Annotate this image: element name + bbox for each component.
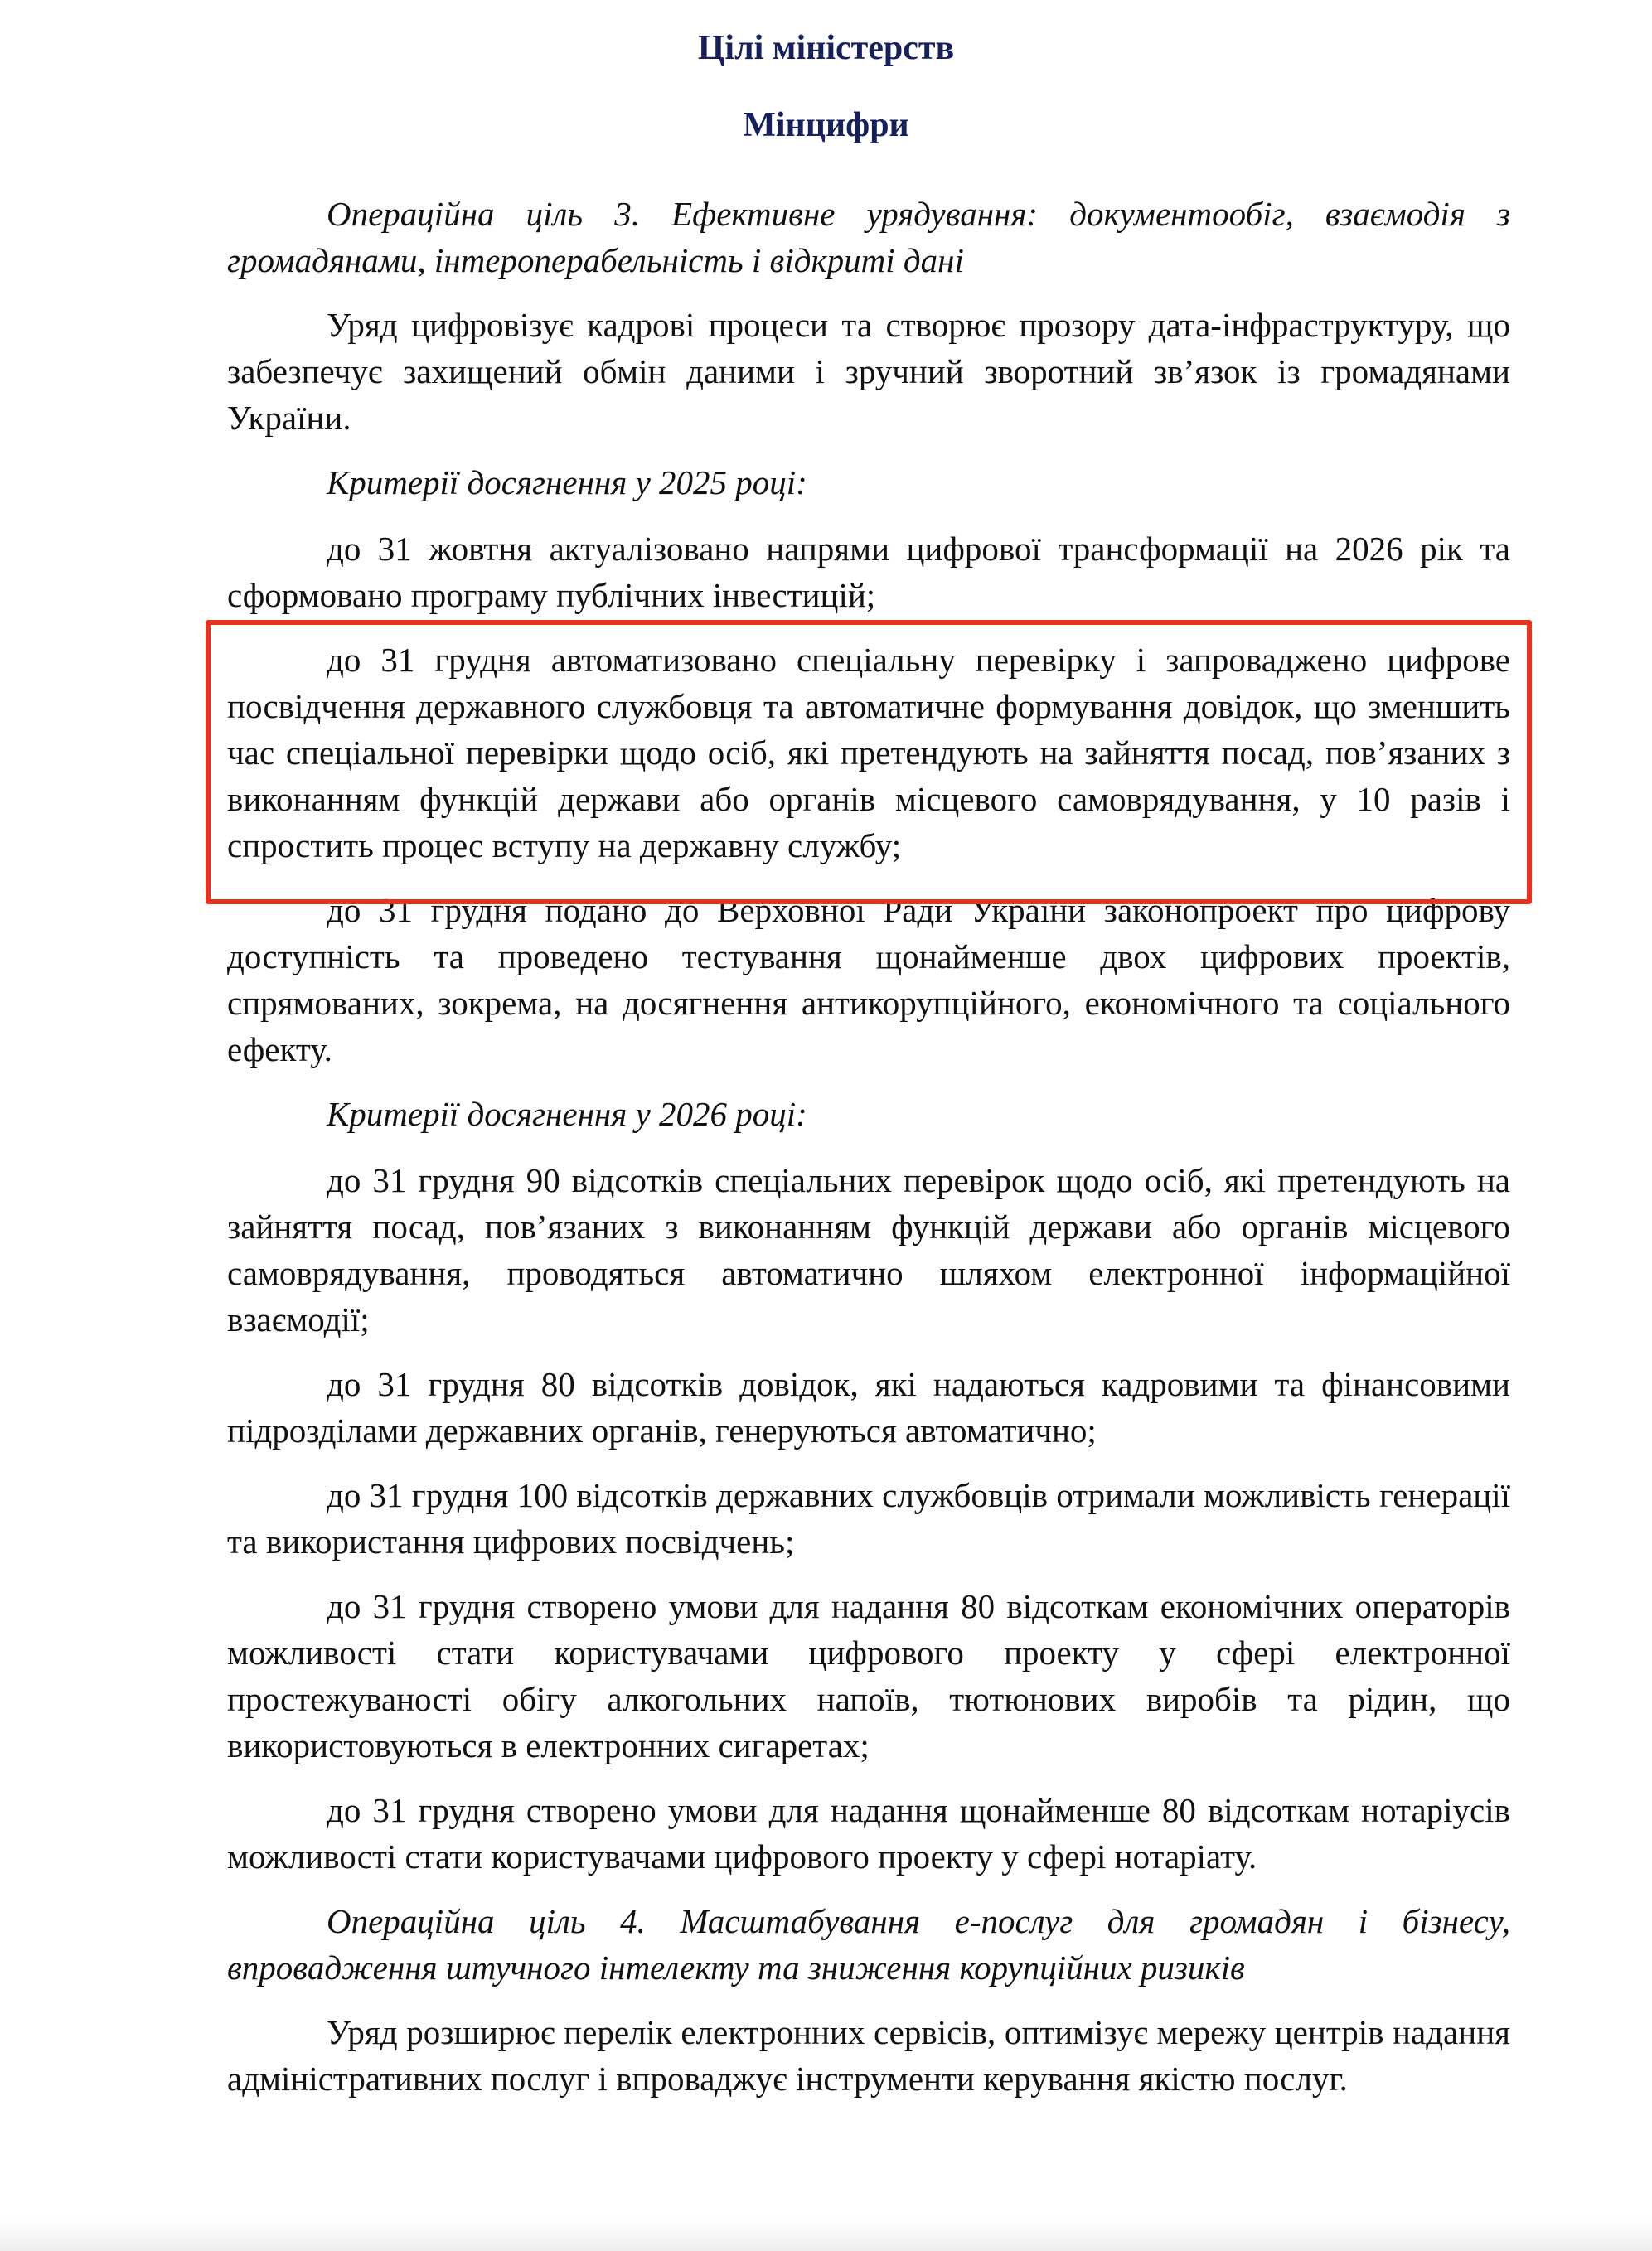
goal-4-heading: Операційна ціль 4. Масштабування е-послуг для громадян і бізнесу, впровадження штучного інтелекту та зниження корупційних ризиків [227,1902,1510,1987]
criteria-2026-heading: Критерії досягнення у 2026 році: [327,1095,807,1133]
criterion-2026-2: до 31 грудня 80 відсотків довідок, які надаються кадровими та фінансовими підрозділами державних органів, генеруються автоматично; [227,1365,1510,1450]
criterion-2025-2: до 31 грудня автоматизовано спеціальну перевірку і запроваджено цифрове посвідчення державного службовця та автоматичне формування довідок, що зменшить час спеціальної перевірки щодо осіб, які претендують на зайняття посад, пов’язаних з виконанням функцій держави або органів місцевого самоврядування, у 10 разів і спростить процес вступу на державну службу; [227,641,1510,864]
criteria-2025-heading: Критерії досягнення у 2025 році: [327,463,807,501]
page-subtitle: Мінцифри [743,106,909,144]
criterion-2026-1: до 31 грудня 90 відсотків спеціальних перевірок щодо осіб, які претендують на зайняття посад, пов’язаних з виконанням функцій держави або органів місцевого самоврядування, проводяться автоматично шляхом електронної інформаційної взаємодії; [227,1161,1510,1338]
goal-3-heading: Операційна ціль 3. Ефективне урядування: документообіг, взаємодія з громадянами, інтероперабельність і відкриті дані [227,195,1510,279]
goal-4-description: Уряд розширює перелік електронних сервісів, оптимізує мережу центрів надання адміністративних послуг і впроваджує інструменти керування якістю послуг. [227,2013,1510,2098]
criterion-2025-3: до 31 грудня подано до Верховної Ради України законопроект про цифрову доступність та проведено тестування щонайменше двох цифрових проектів, спрямованих, зокрема, на досягнення антикорупційного, економічного та соціального ефекту. [227,891,1510,1068]
page-title: Цілі міністерств [697,29,955,67]
criterion-2026-4: до 31 грудня створено умови для надання 80 відсоткам економічних операторів можливості стати користувачами цифрового проекту у сфері електронної простежуваності обігу алкогольних напоїв, тютюнових виробів та рідин, що використовуються в електронних сигаретах; [227,1587,1510,1764]
goal-3-description: Уряд цифровізує кадрові процеси та створює прозору дата-інфраструктуру, що забезпечує захищений обмін даними і зручний зворотний зв’язок із громадянами України. [227,306,1510,437]
bottom-shadow [0,2218,1652,2251]
criterion-2025-1: до 31 жовтня актуалізовано напрями цифрової трансформації на 2026 рік та сформовано програму публічних інвестицій; [227,530,1510,614]
criterion-2026-3: до 31 грудня 100 відсотків державних службовців отримали можливість генерації та використання цифрових посвідчень; [227,1476,1510,1561]
document-body [227,191,1510,2102]
criterion-2026-5: до 31 грудня створено умови для надання щонайменше 80 відсоткам нотаріусів можливості стати користувачами цифрового проекту у сфері нотаріату. [227,1791,1510,1876]
